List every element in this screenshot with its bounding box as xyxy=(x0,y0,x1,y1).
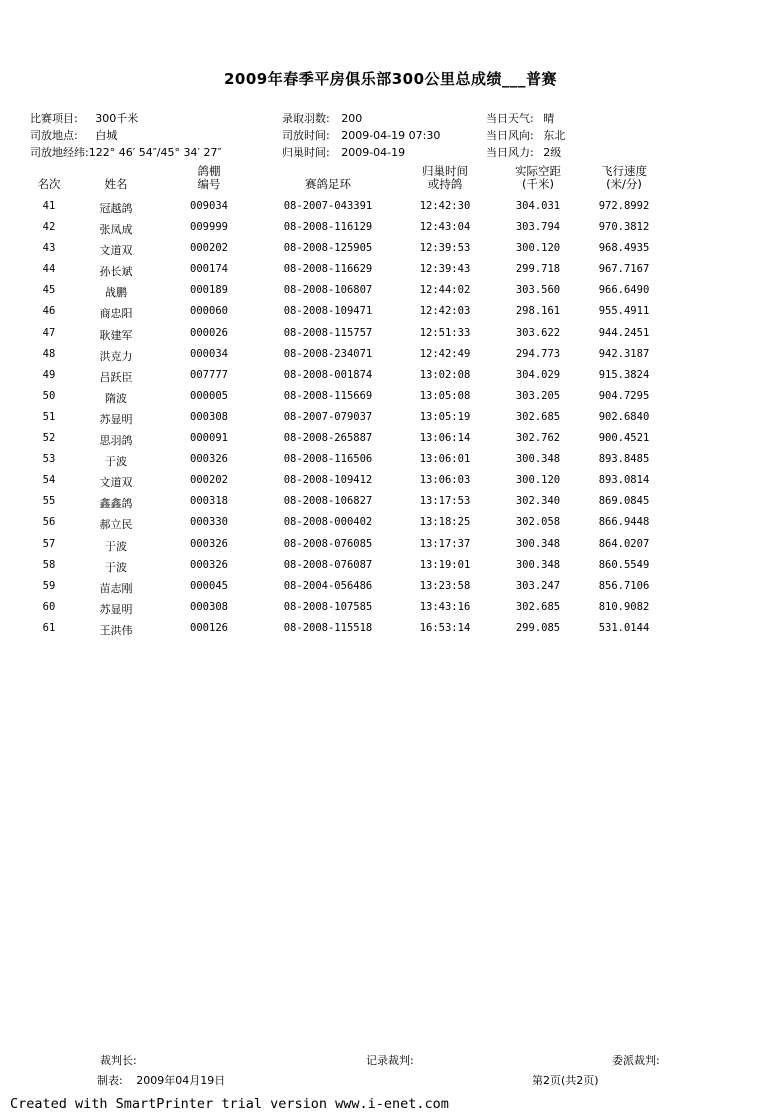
rank-cell: 61 xyxy=(42,621,56,634)
distance-cell: 302.762 xyxy=(515,432,561,445)
loft-cell: 000126 xyxy=(190,621,228,634)
loft-cell: 000189 xyxy=(190,284,228,297)
rank-cell: 53 xyxy=(42,453,56,466)
header-loft-line1: 鸽棚 xyxy=(197,164,221,178)
distance-cell: 300.348 xyxy=(515,537,561,550)
header-speed-line2: (米/分) xyxy=(606,177,642,191)
header-time xyxy=(405,165,485,191)
rank-cell: 52 xyxy=(42,432,56,445)
header-distance-line2: (千米) xyxy=(522,177,554,191)
time-cell: 13:06:03 xyxy=(419,474,471,487)
speed-cell: 967.7167 xyxy=(598,263,650,276)
table-row xyxy=(0,345,781,366)
ring-cell: 08-2007-043391 xyxy=(283,200,373,212)
count-line xyxy=(282,110,362,126)
count-label: 录取羽数: xyxy=(282,112,330,125)
rank-cell: 59 xyxy=(42,579,56,592)
release-place-label: 司放地点: xyxy=(30,129,78,142)
name-cell: 隋波 xyxy=(105,391,127,405)
speed-cell: 942.3187 xyxy=(598,347,650,360)
wind-dir-line xyxy=(486,127,565,143)
name-cell: 于波 xyxy=(105,560,127,574)
prepared-line xyxy=(97,1072,225,1088)
speed-cell: 866.9448 xyxy=(598,516,650,529)
header-name: 姓名 xyxy=(104,177,128,191)
ring-cell: 08-2008-109412 xyxy=(283,474,373,487)
rank-cell: 43 xyxy=(42,242,56,255)
time-cell: 13:19:01 xyxy=(419,558,471,571)
release-place-line xyxy=(30,127,117,143)
distance-cell: 302.685 xyxy=(515,600,561,613)
ring-cell: 08-2008-234071 xyxy=(283,347,373,360)
rank-cell: 51 xyxy=(42,410,56,423)
time-cell: 13:23:58 xyxy=(419,579,471,592)
speed-cell: 900.4521 xyxy=(598,432,650,445)
time-cell: 13:05:19 xyxy=(419,410,471,423)
record-judge-label: 记录裁判: xyxy=(366,1054,414,1067)
rank-cell: 47 xyxy=(42,326,56,339)
ring-cell: 08-2008-107585 xyxy=(283,600,373,613)
distance-cell: 302.058 xyxy=(515,516,561,529)
loft-cell: 007777 xyxy=(190,368,228,381)
distance-cell: 300.348 xyxy=(515,453,561,466)
speed-cell: 864.0207 xyxy=(598,537,650,550)
speed-cell: 810.9082 xyxy=(598,600,650,613)
name-cell: 于波 xyxy=(105,539,127,553)
header-time-line1: 归巢时间 xyxy=(422,164,468,178)
results-table xyxy=(0,197,781,640)
loft-cell: 000318 xyxy=(190,495,228,508)
loft-cell: 000326 xyxy=(190,453,228,466)
wind-dir-value: 东北 xyxy=(543,129,566,142)
table-row xyxy=(0,577,781,598)
loft-cell: 000005 xyxy=(190,389,228,402)
prepared-label: 制表: xyxy=(97,1074,123,1087)
ring-cell: 08-2008-076087 xyxy=(283,558,373,571)
name-cell: 苗志刚 xyxy=(99,581,133,595)
header-speed xyxy=(586,165,662,191)
distance-cell: 294.773 xyxy=(515,347,561,360)
ring-cell: 08-2008-115757 xyxy=(283,326,373,339)
time-cell: 13:18:25 xyxy=(419,516,471,529)
ring-cell: 08-2008-115518 xyxy=(283,621,373,634)
table-row xyxy=(0,556,781,577)
header-loft-line2: 编号 xyxy=(197,177,221,191)
speed-cell: 904.7295 xyxy=(598,389,650,402)
name-cell: 商忠阳 xyxy=(99,307,133,321)
ring-cell: 08-2008-116129 xyxy=(283,221,373,234)
distance-cell: 304.031 xyxy=(515,200,561,212)
loft-cell: 009034 xyxy=(190,200,228,212)
rank-cell: 42 xyxy=(42,221,56,234)
name-cell: 思羽鸽 xyxy=(99,434,133,448)
delegate-judge-label: 委派裁判: xyxy=(612,1054,660,1067)
loft-cell: 000091 xyxy=(190,432,228,445)
rank-cell: 60 xyxy=(42,600,56,613)
rank-cell: 58 xyxy=(42,558,56,571)
return-time-value: 2009-04-19 xyxy=(341,146,406,159)
coords-label: 司放地经纬: xyxy=(30,146,89,159)
table-row xyxy=(0,429,781,450)
loft-cell: 000174 xyxy=(190,263,228,276)
time-cell: 12:43:04 xyxy=(419,221,471,234)
distance-cell: 303.794 xyxy=(515,221,561,234)
distance-cell: 303.205 xyxy=(515,389,561,402)
ring-cell: 08-2008-265887 xyxy=(283,432,373,445)
time-cell: 13:06:01 xyxy=(419,453,471,466)
name-cell: 吕跃臣 xyxy=(99,370,133,384)
distance-cell: 300.120 xyxy=(515,242,561,255)
table-row xyxy=(0,619,781,640)
ring-cell: 08-2008-109471 xyxy=(283,305,373,318)
distance-cell: 304.029 xyxy=(515,368,561,381)
table-row xyxy=(0,281,781,302)
name-cell: 耿建军 xyxy=(99,328,133,342)
rank-cell: 41 xyxy=(42,200,56,212)
table-row xyxy=(0,598,781,619)
page-info: 第2页(共2页) xyxy=(532,1074,599,1087)
time-cell: 16:53:14 xyxy=(419,621,471,634)
speed-cell: 869.0845 xyxy=(598,495,650,508)
rank-cell: 50 xyxy=(42,389,56,402)
table-row xyxy=(0,324,781,345)
name-cell: 文道双 xyxy=(99,476,133,490)
speed-cell: 856.7106 xyxy=(598,579,650,592)
rank-cell: 57 xyxy=(42,537,56,550)
race-item-line xyxy=(30,110,138,126)
name-cell: 王洪伟 xyxy=(99,623,133,637)
count-value: 200 xyxy=(341,112,363,125)
loft-cell: 009999 xyxy=(190,221,228,234)
speed-cell: 893.0814 xyxy=(598,474,650,487)
loft-cell: 000202 xyxy=(190,242,228,255)
name-cell: 文道双 xyxy=(99,244,133,258)
time-cell: 12:39:53 xyxy=(419,242,471,255)
table-row xyxy=(0,197,781,218)
return-time-line xyxy=(282,144,405,160)
wind-force-label: 当日风力: xyxy=(486,146,534,159)
weather-value: 晴 xyxy=(543,112,555,125)
header-distance xyxy=(498,165,578,191)
race-item-value: 300千米 xyxy=(95,112,139,125)
wind-force-line xyxy=(486,144,561,160)
header-loft xyxy=(178,165,240,191)
ring-cell: 08-2008-106827 xyxy=(283,495,373,508)
time-cell: 13:17:37 xyxy=(419,537,471,550)
table-row xyxy=(0,260,781,281)
rank-cell: 48 xyxy=(42,347,56,360)
speed-cell: 972.8992 xyxy=(598,200,650,212)
time-cell: 12:39:43 xyxy=(419,263,471,276)
name-cell: 冠越鸽 xyxy=(99,202,133,215)
time-cell: 12:42:49 xyxy=(419,347,471,360)
loft-cell: 000026 xyxy=(190,326,228,339)
time-cell: 13:05:08 xyxy=(419,389,471,402)
loft-cell: 000034 xyxy=(190,347,228,360)
rank-cell: 44 xyxy=(42,263,56,276)
table-row xyxy=(0,387,781,408)
name-cell: 郝立民 xyxy=(99,518,133,532)
weather-label: 当日天气: xyxy=(486,112,534,125)
page-title: 2009年春季平房俱乐部300公里总成绩___普赛 xyxy=(223,70,558,88)
rank-cell: 45 xyxy=(42,284,56,297)
table-row xyxy=(0,513,781,534)
loft-cell: 000045 xyxy=(190,579,228,592)
speed-cell: 966.6490 xyxy=(598,284,650,297)
distance-cell: 303.622 xyxy=(515,326,561,339)
header-rank: 名次 xyxy=(37,177,61,191)
ring-cell: 08-2008-115669 xyxy=(283,389,373,402)
ring-cell: 08-2008-125905 xyxy=(283,242,373,255)
distance-cell: 300.120 xyxy=(515,474,561,487)
ring-cell: 08-2008-000402 xyxy=(283,516,373,529)
time-cell: 12:51:33 xyxy=(419,326,471,339)
header-ring: 赛鸽足环 xyxy=(305,177,351,191)
name-cell: 张凤成 xyxy=(99,223,133,237)
name-cell: 战鹏 xyxy=(105,286,127,300)
ring-cell: 08-2008-116629 xyxy=(283,263,373,276)
coords-value: 122° 46′ 54″/45° 34′ 27″ xyxy=(88,146,222,159)
name-cell: 孙长斌 xyxy=(99,265,133,279)
time-cell: 12:42:30 xyxy=(419,200,471,212)
table-row xyxy=(0,408,781,429)
header-speed-line1: 飞行速度 xyxy=(601,164,647,178)
header-distance-line1: 实际空距 xyxy=(515,164,561,178)
time-cell: 13:06:14 xyxy=(419,432,471,445)
release-time-label: 司放时间: xyxy=(282,129,330,142)
rank-cell: 55 xyxy=(42,495,56,508)
name-cell: 鑫鑫鸽 xyxy=(99,497,133,511)
rank-cell: 46 xyxy=(42,305,56,318)
speed-cell: 944.2451 xyxy=(598,326,650,339)
ring-cell: 08-2008-116506 xyxy=(283,453,373,466)
race-item-label: 比赛项目: xyxy=(30,112,78,125)
name-cell: 洪克力 xyxy=(99,349,133,363)
table-row xyxy=(0,471,781,492)
wind-dir-label: 当日风向: xyxy=(486,129,534,142)
time-cell: 13:43:16 xyxy=(419,600,471,613)
table-row xyxy=(0,239,781,260)
speed-cell: 970.3812 xyxy=(598,221,650,234)
ring-cell: 08-2008-076085 xyxy=(283,537,373,550)
loft-cell: 000326 xyxy=(190,537,228,550)
ring-cell: 08-2008-106807 xyxy=(283,284,373,297)
ring-cell: 08-2007-079037 xyxy=(283,410,373,423)
time-cell: 12:44:02 xyxy=(419,284,471,297)
speed-cell: 968.4935 xyxy=(598,242,650,255)
speed-cell: 893.8485 xyxy=(598,453,650,466)
return-time-label: 归巢时间: xyxy=(282,146,330,159)
rank-cell: 49 xyxy=(42,368,56,381)
ring-cell: 08-2008-001874 xyxy=(283,368,373,381)
release-time-line xyxy=(282,127,440,143)
distance-cell: 299.085 xyxy=(515,621,561,634)
trial-notice: Created with SmartPrinter trial version www.i-enet.com xyxy=(10,1096,449,1112)
speed-cell: 860.5549 xyxy=(598,558,650,571)
loft-cell: 000326 xyxy=(190,558,228,571)
table-row xyxy=(0,535,781,556)
rank-cell: 56 xyxy=(42,516,56,529)
name-cell: 于波 xyxy=(105,455,127,469)
table-row xyxy=(0,302,781,323)
table-row xyxy=(0,492,781,513)
release-time-value: 2009-04-19 07:30 xyxy=(341,129,441,142)
loft-cell: 000330 xyxy=(190,516,228,529)
chief-judge-label: 裁判长: xyxy=(100,1054,137,1067)
time-cell: 13:02:08 xyxy=(419,368,471,381)
loft-cell: 000308 xyxy=(190,410,228,423)
distance-cell: 303.560 xyxy=(515,284,561,297)
speed-cell: 915.3824 xyxy=(598,368,650,381)
coords-line xyxy=(30,144,222,160)
distance-cell: 303.247 xyxy=(515,579,561,592)
speed-cell: 955.4911 xyxy=(598,305,650,318)
table-row xyxy=(0,450,781,471)
weather-line xyxy=(486,110,554,126)
distance-cell: 299.718 xyxy=(515,263,561,276)
table-row xyxy=(0,366,781,387)
speed-cell: 531.0144 xyxy=(598,621,650,634)
distance-cell: 298.161 xyxy=(515,305,561,318)
table-row xyxy=(0,218,781,239)
header-time-line2: 或持鸽 xyxy=(427,177,463,191)
distance-cell: 300.348 xyxy=(515,558,561,571)
distance-cell: 302.340 xyxy=(515,495,561,508)
loft-cell: 000308 xyxy=(190,600,228,613)
release-place-value: 白城 xyxy=(95,129,118,142)
name-cell: 苏显明 xyxy=(99,602,133,616)
name-cell: 苏显明 xyxy=(99,412,133,426)
time-cell: 12:42:03 xyxy=(419,305,471,318)
wind-force-value: 2级 xyxy=(543,146,562,159)
loft-cell: 000060 xyxy=(190,305,228,318)
time-cell: 13:17:53 xyxy=(419,495,471,508)
prepared-date: 2009年04月19日 xyxy=(136,1074,226,1087)
speed-cell: 902.6840 xyxy=(598,410,650,423)
distance-cell: 302.685 xyxy=(515,410,561,423)
rank-cell: 54 xyxy=(42,474,56,487)
loft-cell: 000202 xyxy=(190,474,228,487)
ring-cell: 08-2004-056486 xyxy=(283,579,373,592)
